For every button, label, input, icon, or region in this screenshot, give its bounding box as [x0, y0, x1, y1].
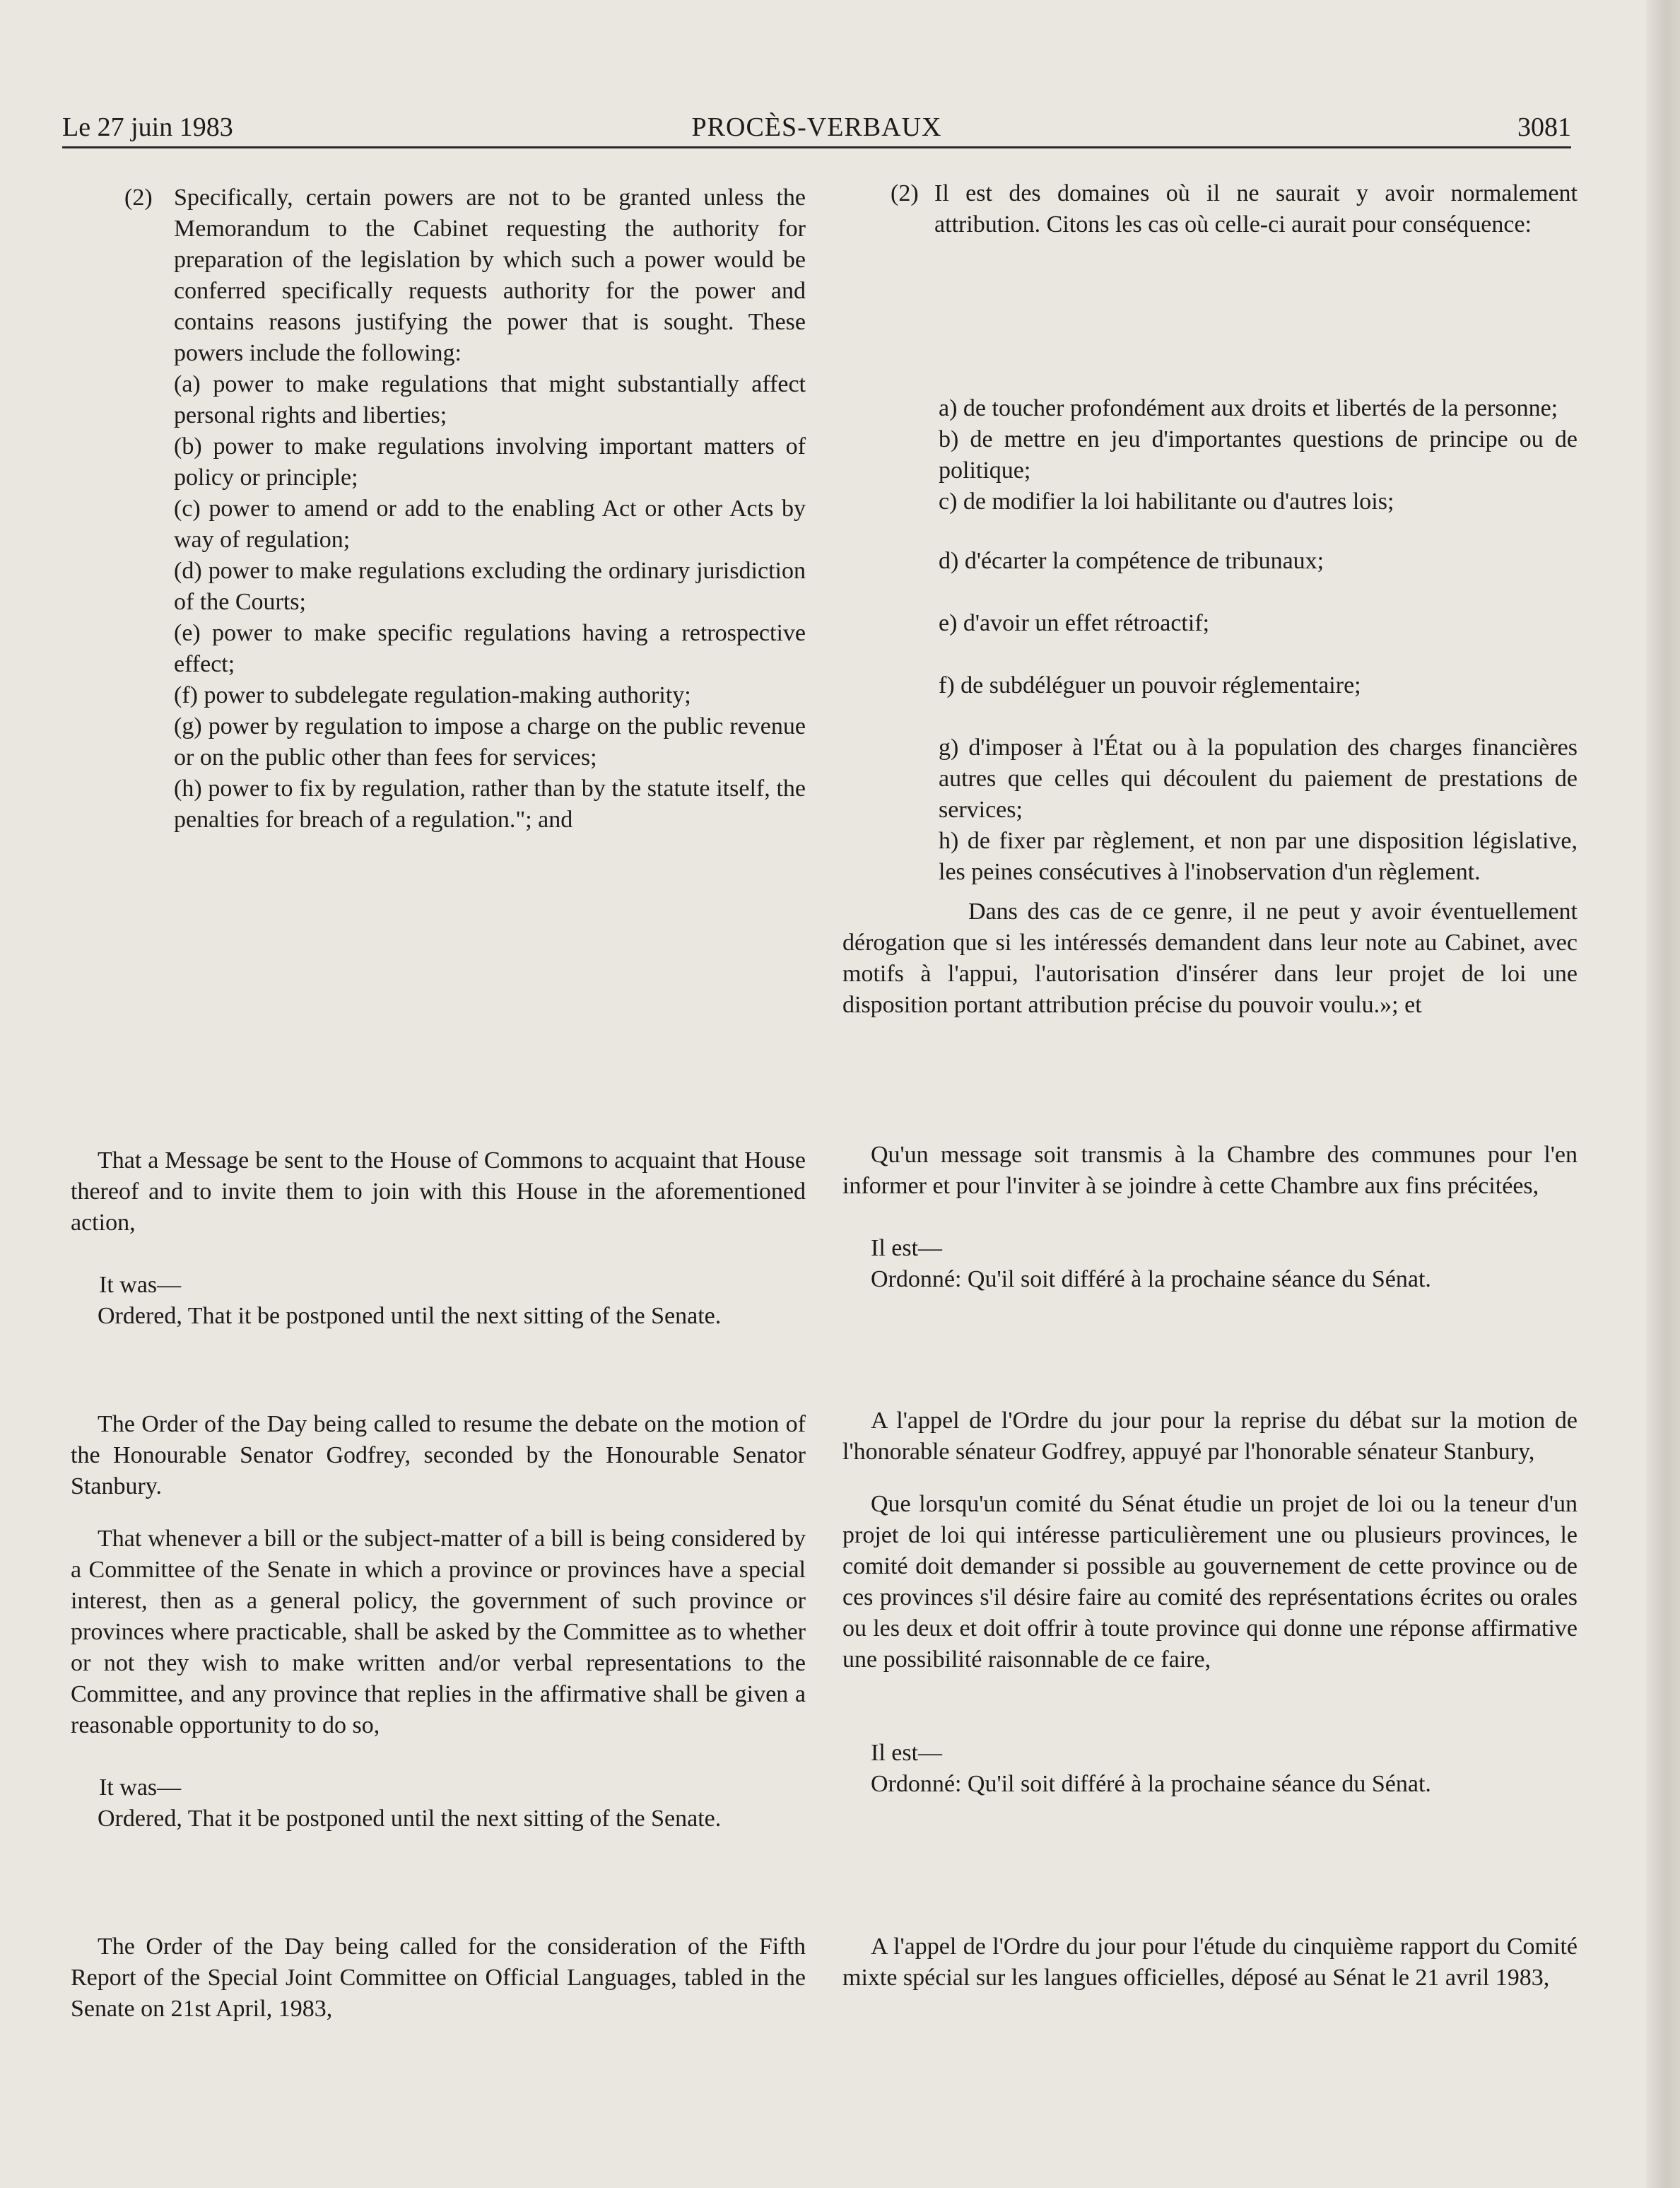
en-item-c: (c) power to amend or add to the enabling Act or other Acts by way of regulation;: [174, 496, 806, 553]
en-fifth-report: The Order of the Day being called for the consideration of the Fifth Report of the Special Joint Committee on Official Languages, tabled in the Senate on 21st April, 1983,: [71, 1933, 806, 2022]
en-ordered-2: Ordered, That it be postponed until the next sitting of the Senate.: [98, 1806, 722, 1832]
fr-item-c: c) de modifier la loi habilitante ou d'autres lois;: [939, 489, 1394, 515]
page-number: 3081: [1517, 112, 1571, 142]
fr-item-h: h) de fixer par règlement, et non par une disposition législative, les peines consécutives à l'inobservation d'un règlement.: [939, 828, 1578, 885]
fr-item-b: b) de mettre en jeu d'importantes questions de principe ou de politique;: [939, 426, 1578, 484]
en-message: That a Message be sent to the House of Commons to acquaint that House thereof and to invite them to join with this House in the aforementioned action,: [71, 1147, 806, 1236]
en-items-list: [71, 369, 806, 836]
en-item-b: (b) power to make regulations involving important matters of policy or principle;: [174, 433, 806, 491]
en-fifth-report-block: [71, 1931, 806, 2025]
header-rule: [62, 146, 1571, 148]
en-item-g: (g) power by regulation to impose a charge on the public revenue or on the public other than fees for services;: [174, 713, 806, 771]
en-para2-number: (2): [124, 185, 153, 211]
fr-item-f: f) de subdéléguer un pouvoir réglementaire;: [939, 672, 1361, 698]
fr-message: Qu'un message soit transmis à la Chambre des communes pour l'en informer et pour l'inviter à se joindre à cette Chambre aux fins précitées,: [842, 1142, 1578, 1199]
en-item-e: (e) power to make specific regulations having a retrospective effect;: [174, 620, 806, 677]
en-it-was-1: It was—: [99, 1272, 182, 1298]
header-title: PROCÈS-VERBAUX: [691, 112, 942, 142]
fr-godfrey-block: [842, 1405, 1578, 1800]
fr-it-was-2: Il est—: [871, 1740, 943, 1766]
en-message-block: [71, 1145, 806, 1332]
en-item-h: (h) power to fix by regulation, rather than by the statute itself, the penalties for breach of a regulation."; and: [174, 776, 806, 833]
fr-item-e: e) d'avoir un effet rétroactif;: [939, 610, 1210, 636]
en-it-was-2: It was—: [99, 1774, 182, 1801]
en-para-2: [71, 182, 806, 836]
en-item-f: (f) power to subdelegate regulation-making authority;: [174, 682, 691, 708]
fr-godfrey-intro: A l'appel de l'Ordre du jour pour la reprise du débat sur la motion de l'honorable sénateur Godfrey, appuyé par l'honorable sénateur Stanbury,: [842, 1408, 1578, 1465]
fr-it-was-1: Il est—: [871, 1235, 943, 1261]
fr-para-2: [842, 178, 1578, 240]
en-godfrey-intro: The Order of the Day being called to resume the debate on the motion of the Honourable Senator Godfrey, seconded by the Honourable Senator Stanbury.: [71, 1411, 806, 1499]
fr-para2-number: (2): [891, 180, 919, 206]
fr-message-block: [842, 1140, 1578, 1295]
en-para2-text: Specifically, certain powers are not to be granted unless the Memorandum to the Cabinet requesting the authority for preparation of the legislation by which such a power would be conferred specifically requests authority for the power and contains reasons justifying the power that is sought. These powers include the following:: [174, 185, 806, 366]
fr-items-list: [842, 393, 1578, 1021]
fr-item-g: g) d'imposer à l'État ou à la population des charges financières autres que celles qui découlent du paiement de prestations de services;: [939, 735, 1578, 823]
fr-godfrey-motion: Que lorsqu'un comité du Sénat étudie un projet de loi ou la teneur d'un projet de loi qui intéresse particulièrement une ou plusieurs provinces, le comité doit demander si possible au gouvernement de cette province ou de ces provinces s'il désire faire au comité des représentations écrites ou orales ou les deux et doit offrir à toute province qui donne une réponse affirmative une possibilité raisonnable de ce faire,: [842, 1491, 1578, 1673]
en-godfrey-motion: That whenever a bill or the subject-matter of a bill is being considered by a Committee of the Senate in which a province or provinces have a special interest, then as a general policy, the government of such province or provinces where practicable, shall be asked by the Committee as to whether or not they wish to make written and/or verbal representations to the Committee, and any province that replies in the affirmative shall be given a reasonable opportunity to do so,: [71, 1526, 806, 1738]
header-date: Le 27 juin 1983: [62, 112, 233, 142]
fr-exception: Dans des cas de ce genre, il ne peut y avoir éventuellement dérogation que si les intéressés demandent dans leur note au Cabinet, avec motifs à l'appui, l'autorisation d'insérer dans leur projet de loi une disposition portant attribution précise du pouvoir voulu.»; et: [842, 899, 1578, 1018]
en-ordered-1: Ordered, That it be postponed until the next sitting of the Senate.: [98, 1303, 722, 1329]
fr-fifth-report: A l'appel de l'Ordre du jour pour l'étude du cinquième rapport du Comité mixte spécial sur les langues officielles, déposé au Sénat le 21 avril 1983,: [842, 1933, 1578, 1991]
fr-ordered-1: Ordonné: Qu'il soit différé à la prochaine séance du Sénat.: [871, 1266, 1431, 1292]
fr-para2-text: Il est des domaines où il ne saurait y avoir normalement attribution. Citons les cas où celle-ci aurait pour conséquence:: [934, 180, 1578, 238]
en-godfrey-block: [71, 1409, 806, 1835]
en-item-d: (d) power to make regulations excluding the ordinary jurisdiction of the Courts;: [174, 558, 806, 615]
running-header: [62, 99, 1571, 148]
binding-shadow: [1646, 0, 1680, 2188]
fr-ordered-2: Ordonné: Qu'il soit différé à la prochaine séance du Sénat.: [871, 1771, 1431, 1797]
fr-item-a: a) de toucher profondément aux droits et libertés de la personne;: [939, 395, 1558, 421]
fr-fifth-report-block: [842, 1931, 1578, 1994]
en-item-a: (a) power to make regulations that might substantially affect personal rights and liberties;: [174, 371, 806, 428]
fr-item-d: d) d'écarter la compétence de tribunaux;: [939, 548, 1324, 574]
